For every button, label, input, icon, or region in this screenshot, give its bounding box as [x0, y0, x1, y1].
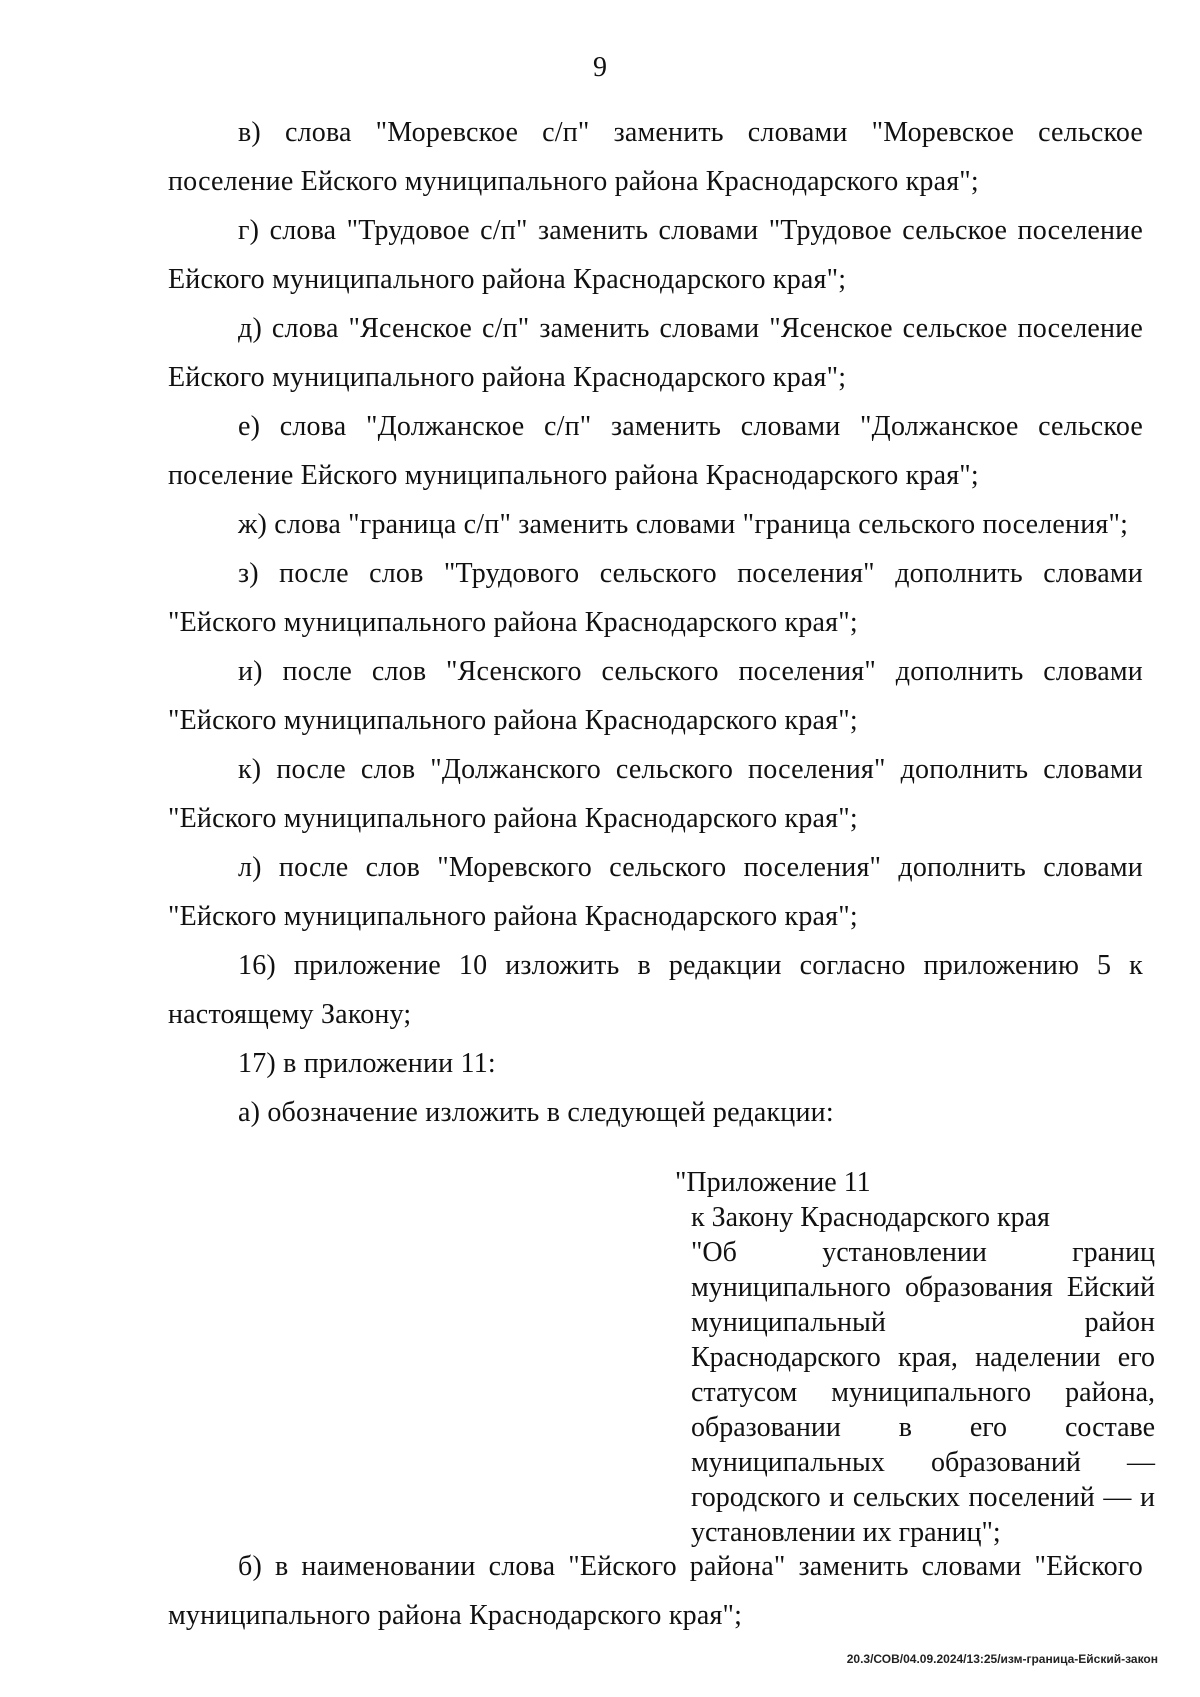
paragraph-17: 17) в приложении 11: — [238, 1048, 496, 1079]
paragraph-b: б) в наименовании слова "Ейского района" заменить словами "Ейского муниципального района Краснодарского края"; — [168, 1551, 1143, 1631]
appendix-block — [675, 1165, 1155, 1550]
paragraph-a: а) обозначение изложить в следующей редакции: — [238, 1097, 834, 1128]
paragraph-v: в) слова "Моревское с/п" заменить словами "Моревское сельское поселение Ейского муниципального района Краснодарского края"; — [168, 117, 1143, 197]
paragraph-z: з) после слов "Трудового сельского поселения" дополнить словами "Ейского муниципального района Краснодарского края"; — [168, 558, 1143, 638]
document-body-continued — [168, 1542, 1143, 1640]
appendix-law-line: к Закону Краснодарского края — [691, 1202, 1050, 1233]
appendix-law-name: "Об установлении границ муниципального образования Ейский муниципальный район Краснодарского края, наделении его статусом муниципального района, образовании в его составе муниципальных образований — городского и сельских поселений — и установлении их границ"; — [691, 1237, 1155, 1548]
page-number: 9 — [593, 52, 607, 83]
paragraph-i: и) после слов "Ясенского сельского поселения" дополнить словами "Ейского муниципального района Краснодарского края"; — [168, 656, 1143, 736]
footer-document-code: 20.3/СОВ/04.09.2024/13:25/изм-граница-Ейский-закон — [846, 1652, 1158, 1666]
paragraph-16: 16) приложение 10 изложить в редакции согласно приложению 5 к настоящему Закону; — [168, 950, 1143, 1030]
appendix-title: "Приложение 11 — [675, 1167, 871, 1198]
paragraph-l: л) после слов "Моревского сельского поселения" дополнить словами "Ейского муниципального района Краснодарского края"; — [168, 852, 1143, 932]
paragraph-d: д) слова "Ясенское с/п" заменить словами "Ясенское сельское поселение Ейского муниципального района Краснодарского края"; — [168, 313, 1143, 393]
paragraph-zh: ж) слова "граница с/п" заменить словами "граница сельского поселения"; — [238, 509, 1129, 540]
paragraph-k: к) после слов "Должанского сельского поселения" дополнить словами "Ейского муниципального района Краснодарского края"; — [168, 754, 1143, 834]
paragraph-e: е) слова "Должанское с/п" заменить словами "Должанское сельское поселение Ейского муниципального района Краснодарского края"; — [168, 411, 1143, 491]
document-body — [168, 108, 1143, 1137]
paragraph-g: г) слова "Трудовое с/п" заменить словами "Трудовое сельское поселение Ейского муниципального района Краснодарского края"; — [168, 215, 1143, 295]
